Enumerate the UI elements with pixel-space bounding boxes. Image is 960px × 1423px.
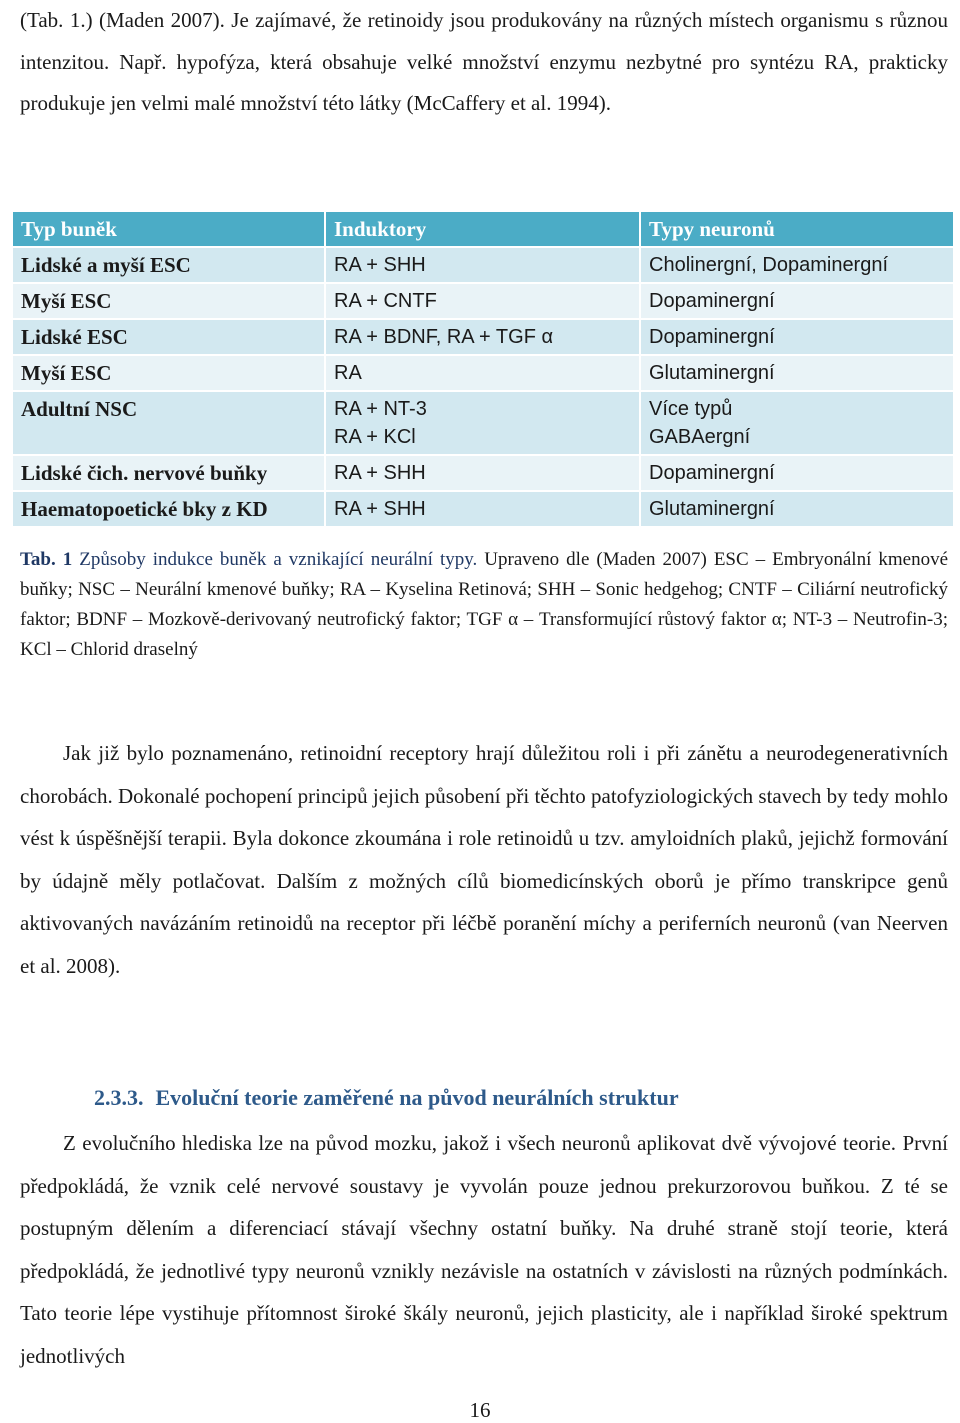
inductors: RA + CNTF — [325, 283, 640, 319]
header-cell-types: Typ buněk — [12, 211, 325, 247]
cell-type: Myší ESC — [12, 283, 325, 319]
neuron-types: Glutaminergní — [640, 491, 954, 527]
section-heading — [94, 1085, 679, 1111]
inductor-line: RA + NT-3 — [334, 398, 427, 420]
caption-title: Způsoby indukce buněk a vznikající neurální typy. — [79, 549, 478, 570]
section-title: Evoluční teorie zaměřené na původ neurálních struktur — [155, 1085, 679, 1110]
intro-paragraph: (Tab. 1.) (Maden 2007). Je zajímavé, že retinoidy jsou produkovány na různých místech organismu s různou intenzitou. Např. hypofýza, která obsahuje velké množství enzymu nezbytné pro syntézu RA, prakticky produkuje jen velmi malé množství této látky (McCaffery et al. 1994). — [20, 8, 948, 115]
inductors — [325, 391, 640, 455]
neuron-types — [640, 391, 954, 455]
neuron-type-line: Více typů — [649, 398, 733, 420]
table-row — [12, 355, 954, 391]
neuron-types: Dopaminergní — [640, 319, 954, 355]
cell-type: Haematopoetické bky z KD — [12, 491, 325, 527]
table-row — [12, 319, 954, 355]
table-header-row — [12, 211, 954, 247]
cell-type: Myší ESC — [12, 355, 325, 391]
table-row — [12, 391, 954, 455]
inductors: RA + BDNF, RA + TGF α — [325, 319, 640, 355]
section-number: 2.3.3. — [94, 1085, 144, 1110]
cell-type: Lidské čich. nervové buňky — [12, 455, 325, 491]
cell-type: Lidské ESC — [12, 319, 325, 355]
inductors: RA + SHH — [325, 491, 640, 527]
inductors: RA + SHH — [325, 455, 640, 491]
table-row — [12, 491, 954, 527]
induction-table — [11, 210, 955, 528]
neuron-types: Dopaminergní — [640, 283, 954, 319]
body-paragraph: Z evolučního hlediska lze na původ mozku, jakož i všech neuronů aplikovat dvě vývojové teorie. První předpokládá, že vznik celé nervové soustavy je vyvolán pouze jednou prekurzorovou buňkou. Z té se postupným dělením a diferenciací stávají všechny ostatní buňky. Na druhé straně stojí teorie, která předpokládá, že jednotlivé typy neuronů vznikly nezávisle na ostatních v závislosti na různých podmínkách. Tato teorie lépe vystihuje přítomnost široké škály neuronů, jejich plasticity, ale i například široké spektrum jednotlivých — [20, 1131, 948, 1368]
header-inductors: Induktory — [325, 211, 640, 247]
caption-text: Upraveno dle (Maden 2007) ESC – Embryonální kmenové buňky; NSC – Neurální kmenové buňky; RA – Kyselina Retinová; SHH – Sonic hedgehog; CNTF – Ciliární neutrofický faktor; BDNF – Mozkově-derivovaný neutrofický faktor; TGF α – Transformující růstový faktor α; NT-3 – Neutrofin-3; KCl – Chlorid draselný — [20, 549, 949, 660]
neuron-types: Dopaminergní — [640, 455, 954, 491]
inductors: RA + SHH — [325, 247, 640, 283]
cell-type: Lidské a myší ESC — [12, 247, 325, 283]
neuron-types: Cholinergní, Dopaminergní — [640, 247, 954, 283]
table-row — [12, 455, 954, 491]
inductors: RA — [325, 355, 640, 391]
cell-type: Adultní NSC — [12, 391, 325, 455]
inductor-line: RA + KCl — [334, 426, 416, 448]
header-neuron-types: Typy neuronů — [640, 211, 954, 247]
body-paragraph: Jak již bylo poznamenáno, retinoidní receptory hrají důležitou roli i při zánětu a neurodegenerativních chorobách. Dokonalé pochopení principů jejich působení při těchto patofyziologických stavech by tedy mohlo vést k úspěšnější terapii. Byla dokonce zkoumána i role retinoidů u tzv. amyloidních plaků, jejichž formování by údajně měly potlačovat. Dalším z možných cílů biomedicínských oborů je přímo transkripce genů aktivovaných navázáním retinoidů na receptor při léčbě poranění míchy a periferních neuronů (van Neerven et al. 2008). — [20, 741, 948, 978]
table-row — [12, 247, 954, 283]
page-number: 16 — [469, 1398, 491, 1422]
neuron-types: Glutaminergní — [640, 355, 954, 391]
caption-label: Tab. 1 — [20, 549, 73, 570]
neuron-type-line: GABAergní — [649, 426, 751, 448]
table-caption — [20, 545, 948, 665]
table-row — [12, 283, 954, 319]
